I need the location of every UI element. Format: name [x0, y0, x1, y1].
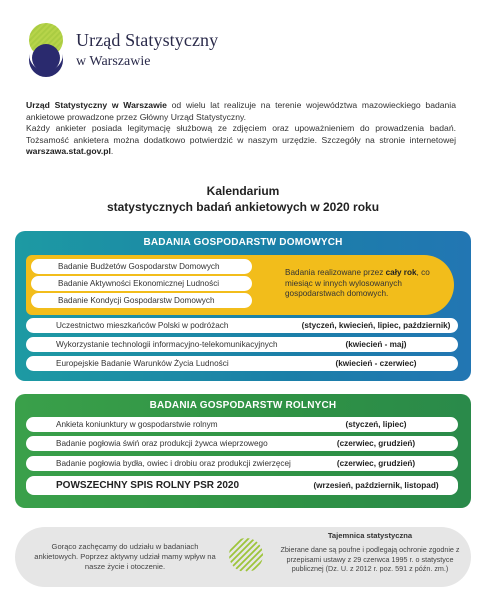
yearlong-note [285, 268, 450, 300]
survey-label: Badanie pogłowia bydła, owiec i drobiu oraz produkcji zwierzęcej [56, 459, 291, 468]
intro-end: . [110, 146, 114, 157]
survey-schedule: (styczeń, lipiec) [345, 420, 407, 429]
confidentiality-title: Tajemnica statystyczna [327, 531, 413, 540]
farm-survey-row [26, 456, 458, 471]
household-survey-row [26, 356, 458, 371]
yearlong-note-bold: cały rok [385, 268, 417, 277]
household-survey-row [26, 318, 458, 333]
households-heading: BADANIA GOSPODARSTW DOMOWYCH [143, 237, 343, 248]
confidentiality-text: Zbierane dane są poufne i podlegają ochronie zgodnie z przepisami ustawy z 29 czerwca 1995 r. o statystyce publicznej (Dz. U. z 2012 r. poz. 591 z późn. zm.) [280, 545, 460, 574]
yearlong-note-post: , co miesiąc w innych wylosowanych gospodarstwach domowych. [285, 268, 430, 298]
logo-subtitle: w Warszawie [76, 54, 151, 69]
calendar-title-line2: statystycznych badań ankietowych w 2020 roku [106, 200, 380, 214]
survey-label: Uczestnictwo mieszkańców Polski w podróżach [56, 321, 229, 330]
website-link[interactable]: warszawa.stat.gov.pl [26, 146, 111, 157]
intro-org: Urząd Statystyczny w Warszawie [26, 100, 167, 110]
survey-label: Europejskie Badanie Warunków Życia Ludności [56, 359, 229, 368]
yearlong-survey-2: Badanie Aktywności Ekonomicznej Ludności [31, 276, 252, 291]
striped-circle-icon [228, 537, 264, 573]
survey-schedule: (czerwiec, grudzień) [336, 459, 416, 468]
survey-schedule: (kwiecień - czerwiec) [335, 359, 417, 368]
survey-label: Wykorzystanie technologii informacyjno-telekomunikacyjnych [56, 340, 278, 349]
intro-paragraph [26, 100, 456, 158]
farms-heading: BADANIA GOSPODARSTW ROLNYCH [149, 400, 337, 411]
survey-label: Badanie pogłowia świń oraz produkcji żywca wieprzowego [56, 439, 268, 448]
household-survey-row [26, 337, 458, 352]
farm-survey-row [26, 417, 458, 432]
calendar-title-line1: Kalendarium [206, 184, 280, 198]
yearlong-survey-1: Badanie Budżetów Gospodarstw Domowych [31, 259, 252, 274]
yearlong-survey-3: Badanie Kondycji Gospodarstw Domowych [31, 293, 252, 308]
survey-schedule: (wrzesień, październik, listopad) [313, 481, 439, 490]
survey-schedule: (styczeń, kwiecień, lipiec, październik) [301, 321, 451, 330]
logo-icon [26, 20, 66, 78]
survey-schedule: (kwiecień - maj) [345, 340, 407, 349]
farm-census-row [26, 476, 458, 495]
logo-title: Urząd Statystyczny [76, 30, 219, 50]
survey-label: Ankieta koniunktury w gospodarstwie rolnym [56, 420, 218, 429]
survey-schedule: (czerwiec, grudzień) [336, 439, 416, 448]
footer-encouragement: Gorąco zachęcamy do udziału w badaniach ankietowych. Poprzez aktywny udział mamy wpływ na nasze życie i otoczenie. [34, 542, 216, 571]
intro-text-1: od wielu lat realizuje na terenie województwa mazowieckiego badania ankietowe prowadzone przez Główny Urząd Statystyczny. [26, 100, 456, 122]
yearlong-note-pre: Badania realizowane przez [285, 268, 386, 277]
intro-text-2: Każdy ankieter posiada legitymację służbową ze zdjęciem oraz upoważnieniem do prowadzenia badań. Tożsamość ankietera można dodatkowo potwierdzić w naszym urzędzie. Szczegóły na stronie internetowej [26, 123, 456, 145]
census-label: POWSZECHNY SPIS ROLNY PSR 2020 [56, 480, 240, 491]
farm-survey-row [26, 436, 458, 451]
